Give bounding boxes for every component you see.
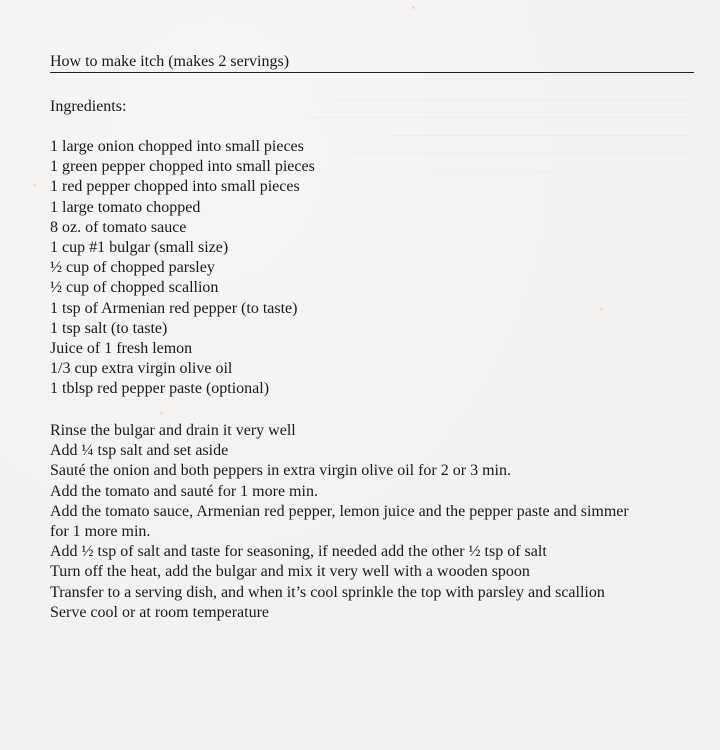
paper-speck bbox=[600, 308, 603, 311]
paper-speck bbox=[33, 184, 36, 187]
ingredient-item: 1 tsp of Armenian red pepper (to taste) bbox=[50, 299, 298, 317]
ingredient-item: 1 cup #1 bulgar (small size) bbox=[50, 239, 229, 257]
instruction-step: Turn off the heat, add the bulgar and mix it very well with a wooden spoon bbox=[50, 563, 530, 581]
ingredient-item: Juice of 1 fresh lemon bbox=[50, 340, 193, 358]
instruction-step: Add ¼ tsp salt and set aside bbox=[50, 442, 229, 460]
bleed-through-texture bbox=[300, 82, 690, 172]
ingredient-item: 8 oz. of tomato sauce bbox=[50, 218, 187, 236]
title-underline bbox=[50, 72, 694, 73]
instruction-step: Transfer to a serving dish, and when it’s cool sprinkle the top with parsley and scallion bbox=[50, 583, 605, 601]
paper-speck bbox=[160, 412, 163, 415]
ingredient-item: 1 large tomato chopped bbox=[50, 198, 201, 216]
instruction-step: Sauté the onion and both peppers in extra virgin olive oil for 2 or 3 min. bbox=[50, 462, 511, 480]
ingredient-item: 1 tsp salt (to taste) bbox=[50, 319, 168, 337]
instructions-list bbox=[50, 421, 650, 623]
paper-speck bbox=[412, 6, 415, 9]
instruction-step: Serve cool or at room temperature bbox=[50, 603, 270, 621]
recipe-title: How to make itch (makes 2 servings) bbox=[50, 53, 290, 70]
ingredient-item: 1 green pepper chopped into small pieces bbox=[50, 158, 315, 176]
ingredient-item: 1 tblsp red pepper paste (optional) bbox=[50, 380, 270, 398]
ingredient-item: 1 red pepper chopped into small pieces bbox=[50, 178, 300, 196]
instruction-step: Rinse the bulgar and drain it very well bbox=[50, 422, 296, 439]
ingredient-item: 1 large onion chopped into small pieces bbox=[50, 138, 304, 155]
instruction-step: Add ½ tsp of salt and taste for seasoning, if needed add the other ½ tsp of salt bbox=[50, 543, 547, 561]
instruction-step: Add the tomato sauce, Armenian red pepper, lemon juice and the pepper paste and simmer for 1 more min. bbox=[50, 502, 629, 541]
ingredient-item: ½ cup of chopped parsley bbox=[50, 259, 215, 277]
instruction-step: Add the tomato and sauté for 1 more min. bbox=[50, 482, 318, 500]
ingredient-item: ½ cup of chopped scallion bbox=[50, 279, 219, 297]
ingredients-heading: Ingredients: bbox=[50, 98, 127, 115]
ingredients-list bbox=[50, 137, 315, 400]
ingredient-item: 1/3 cup extra virgin olive oil bbox=[50, 360, 233, 378]
